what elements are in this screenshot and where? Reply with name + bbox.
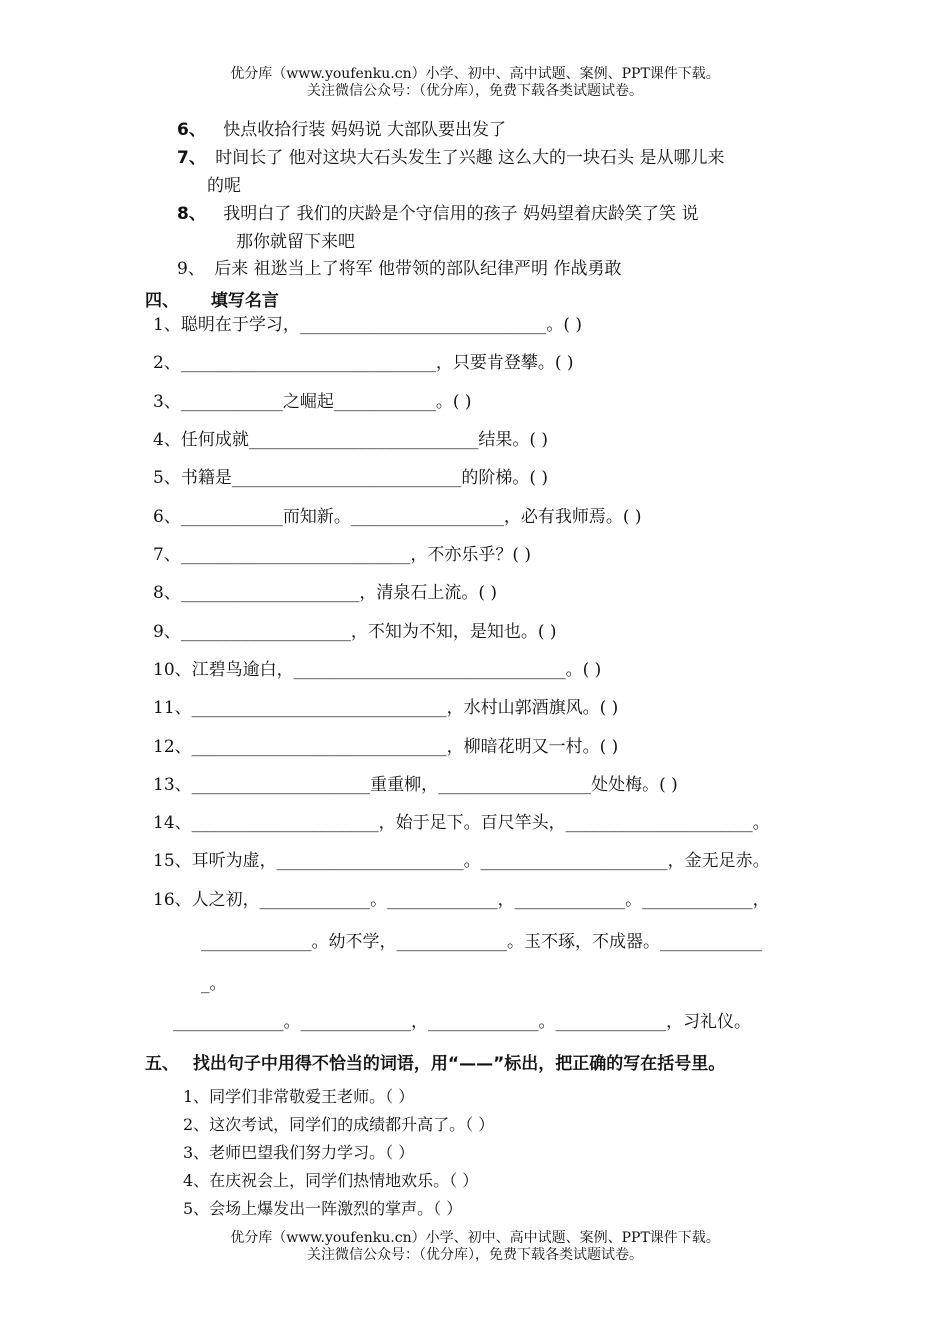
quote-item: 5、书籍是___________________________的阶梯。( ) [153, 468, 548, 488]
quote-item: 6、____________而知新。__________________，必有我师焉。( ) [153, 507, 642, 527]
header-line-2: 关注微信公众号：（优分库），免费下载各类试题试卷。 [307, 83, 643, 99]
quote-item: 3、____________之崛起____________。( ) [153, 392, 472, 412]
word-item: 1、同学们非常敬爱王老师。（ ） [183, 1087, 415, 1106]
quote-item: 16、人之初，_____________。_____________，_____________。_____________， [153, 890, 770, 910]
quote-16-cont: _____________。幼不学，_____________。玉不琢，不成器。____________ [201, 932, 762, 952]
quote-item: 8、_____________________，清泉石上流。( ) [153, 583, 497, 603]
punctuation-item-7-cont: 的呢 [207, 176, 241, 196]
quote-item: 7、___________________________，不亦乐乎？( ) [153, 545, 531, 565]
header-line-1: 优分库（www.youfenku.cn）小学、初中、高中试题、案例、PPT课件下载。 [230, 66, 720, 82]
punctuation-item-6: 6、 快点收拾行装 妈妈说 大部队要出发了 [177, 120, 507, 140]
quote-item: 13、_____________________重重柳，__________________处处梅。( ) [153, 775, 678, 795]
quote-item: 11、______________________________，水村山郭酒旗风。( ) [153, 698, 619, 718]
section-4-heading: 四、 填写名言 [145, 291, 279, 311]
word-item: 5、会场上爆发出一阵激烈的掌声。（ ） [183, 1199, 463, 1218]
quote-item: 9、____________________，不知为不知，是知也。( ) [153, 622, 557, 642]
word-item: 4、在庆祝会上，同学们热情地欢乐。（ ） [183, 1171, 479, 1190]
punctuation-item-7: 7、 时间长了 他对这块大石头发生了兴趣 这么大的一块石头 是从哪儿来 [177, 148, 725, 168]
page-header [0, 66, 950, 100]
quote-item: 4、任何成就___________________________结果。( ) [153, 430, 548, 450]
punctuation-item-8-cont: 那你就留下来吧 [236, 232, 355, 252]
footer-line-1: 优分库（www.youfenku.cn）小学、初中、高中试题、案例、PPT课件下载。 [230, 1230, 720, 1246]
word-item: 3、老师巴望我们努力学习。（ ） [183, 1143, 415, 1162]
quote-item: 2、______________________________，只要肯登攀。( ) [153, 353, 574, 373]
quote-item: 10、江碧鸟逾白，________________________________。( ) [153, 660, 602, 680]
quote-16-cont: _____________。_____________，_____________。_____________，习礼仪。 [173, 1012, 751, 1032]
section-5-heading: 五、 找出句子中用得不恰当的词语，用“——”标出，把正确的写在括号里。 [145, 1054, 726, 1074]
quote-item: 12、______________________________，柳暗花明又一村。( ) [153, 737, 619, 757]
page-footer [0, 1230, 950, 1264]
punctuation-item-9: 9、 后来 祖逖当上了将军 他带领的部队纪律严明 作战勇敢 [177, 259, 622, 279]
word-item: 2、这次考试，同学们的成绩都升高了。（ ） [183, 1115, 495, 1134]
footer-line-2: 关注微信公众号：（优分库），免费下载各类试题试卷。 [307, 1247, 643, 1263]
quote-item: 15、耳听为虚，______________________。______________________，金无足赤。 [153, 851, 770, 871]
quote-item: 1、聪明在于学习，_____________________________。( ) [153, 315, 582, 335]
punctuation-item-8: 8、 我明白了 我们的庆龄是个守信用的孩子 妈妈望着庆龄笑了笑 说 [177, 204, 699, 224]
quote-16-cont: _。 [201, 974, 227, 994]
quote-item: 14、______________________，始于足下。百尺竿头，______________________。 [153, 813, 770, 833]
